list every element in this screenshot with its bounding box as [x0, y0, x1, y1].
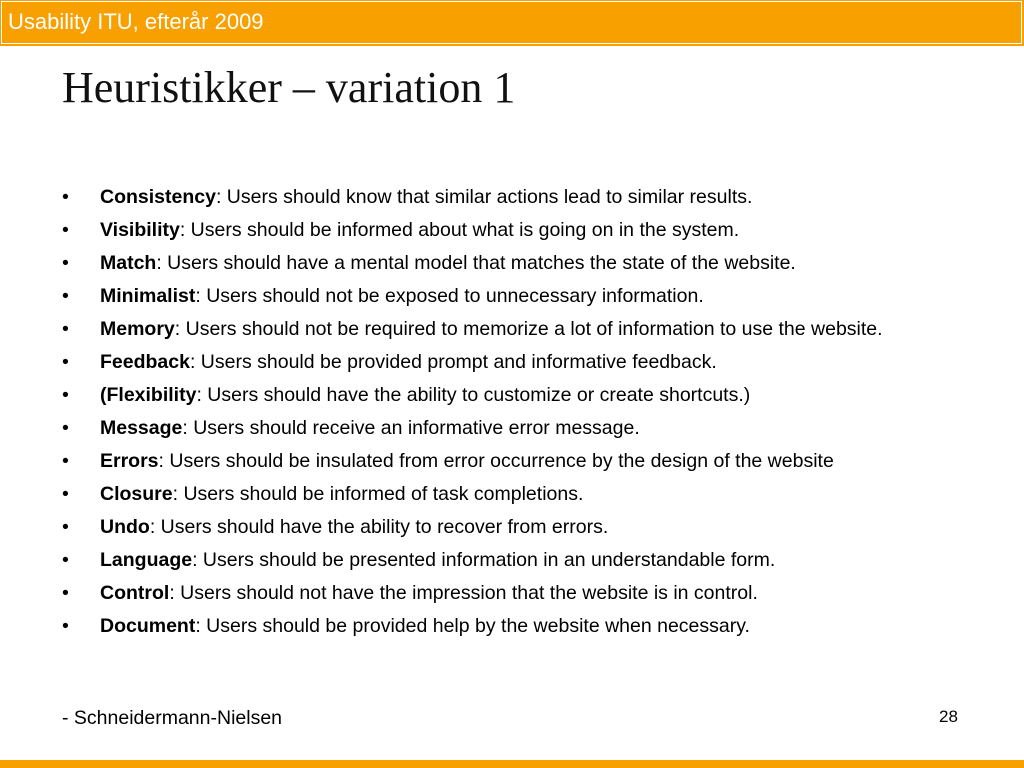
list-item	[62, 514, 982, 540]
bullet-icon: •	[62, 582, 69, 604]
list-item	[62, 613, 982, 639]
list-item	[62, 283, 982, 309]
list-item-term: Feedback	[100, 351, 190, 373]
bullet-icon: •	[62, 285, 69, 307]
list-item-term: Message	[100, 417, 183, 439]
list-item-term: Control	[100, 582, 170, 604]
list-item-term: Errors	[100, 450, 159, 472]
list-item-text: : Users should have the ability to customize or create shortcuts.)	[196, 384, 751, 406]
list-item-term: Minimalist	[100, 285, 196, 307]
list-item-text: : Users should not have the impression that the website is in control.	[169, 582, 758, 604]
page-number: 28	[939, 707, 958, 726]
bullet-icon: •	[62, 318, 69, 340]
bullet-icon: •	[62, 417, 69, 439]
list-item-text: : Users should know that similar actions lead to similar results.	[215, 186, 753, 208]
list-item-text: : Users should be informed about what is going on in the system.	[179, 219, 740, 241]
list-item-text: : Users should have a mental model that matches the state of the website.	[156, 252, 796, 274]
bullet-icon: •	[62, 186, 69, 208]
list-item-text: : Users should be provided prompt and informative feedback.	[189, 351, 717, 373]
header-title: Usability ITU, efterår 2009	[8, 9, 264, 34]
bullet-icon: •	[62, 219, 69, 241]
heuristics-list	[62, 184, 982, 646]
list-item	[62, 448, 982, 474]
list-item-text: : Users should not be exposed to unnecessary information.	[195, 285, 704, 307]
bullet-icon: •	[62, 351, 69, 373]
list-item-text: : Users should be informed of task completions.	[172, 483, 584, 505]
list-item	[62, 349, 982, 375]
bullet-icon: •	[62, 384, 69, 406]
bullet-icon: •	[62, 483, 69, 505]
slide-title: Heuristikker – variation 1	[62, 63, 516, 112]
list-item	[62, 184, 982, 210]
list-item	[62, 580, 982, 606]
list-item	[62, 217, 982, 243]
list-item-term: Undo	[100, 516, 150, 538]
list-item-text: : Users should be provided help by the website when necessary.	[195, 615, 750, 637]
bullet-icon: •	[62, 252, 69, 274]
list-item-term: Consistency	[100, 186, 216, 208]
list-item-text: : Users should be insulated from error occurrence by the design of the website	[158, 450, 834, 472]
list-item-text: : Users should be presented information in an understandable form.	[192, 549, 776, 571]
list-item	[62, 547, 982, 573]
footer-bar	[0, 760, 1024, 768]
list-item-text: : Users should receive an informative error message.	[182, 417, 640, 439]
list-item-text: : Users should not be required to memorize a lot of information to use the website.	[174, 318, 883, 340]
list-item	[62, 382, 982, 408]
bullet-icon: •	[62, 450, 69, 472]
list-item	[62, 316, 982, 342]
header-bar	[0, 0, 1024, 46]
list-item-text: : Users should have the ability to recover from errors.	[149, 516, 609, 538]
list-item-term: Document	[100, 615, 196, 637]
list-item-term: Memory	[100, 318, 175, 340]
bullet-icon: •	[62, 549, 69, 571]
bullet-icon: •	[62, 615, 69, 637]
bullet-icon: •	[62, 516, 69, 538]
list-item-term: Language	[100, 549, 193, 571]
source-attribution: - Schneidermann-Nielsen	[62, 707, 283, 729]
list-item	[62, 250, 982, 276]
list-item-term: Visibility	[100, 219, 180, 241]
list-item-term: Match	[100, 252, 157, 274]
list-item-term: Closure	[100, 483, 173, 505]
list-item-term: (Flexibility	[100, 384, 197, 406]
list-item	[62, 481, 982, 507]
list-item	[62, 415, 982, 441]
